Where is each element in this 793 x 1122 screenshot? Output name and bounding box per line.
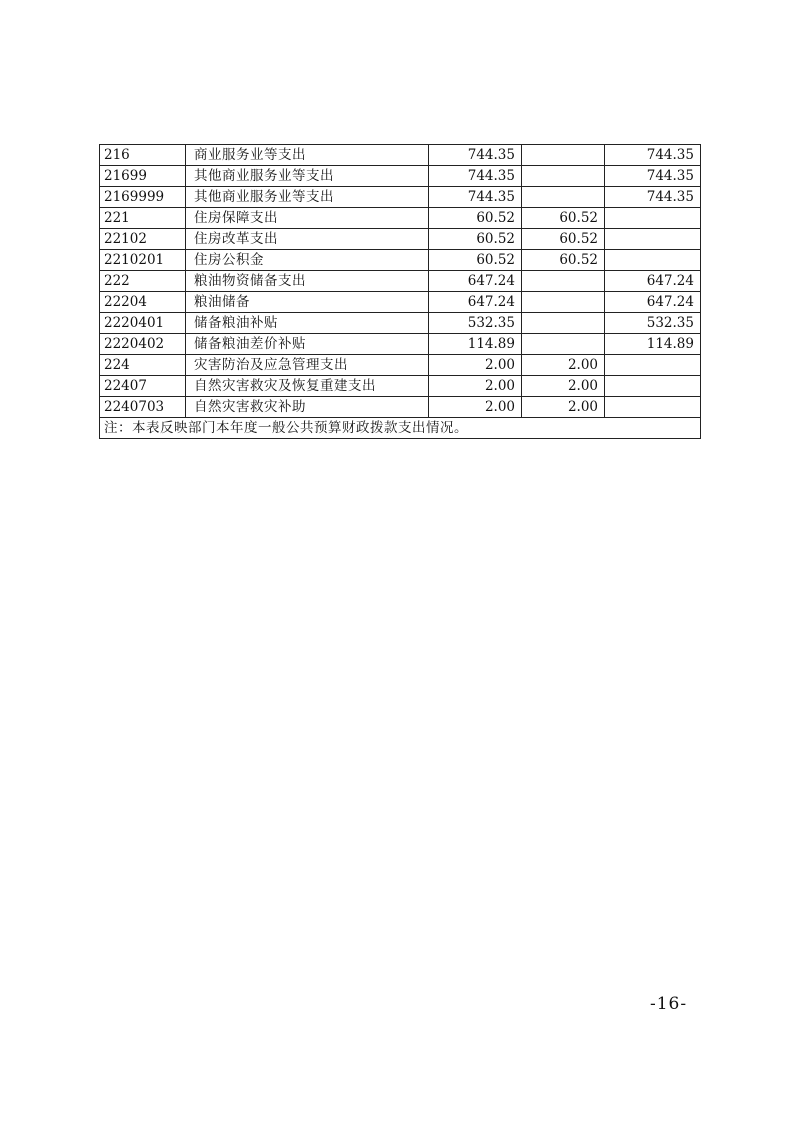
cell-item-name: 其他商业服务业等支出: [186, 187, 429, 208]
cell-code: 222: [100, 271, 186, 292]
cell-basic-expenditure: 2.00: [522, 397, 605, 418]
cell-item-name: 其他商业服务业等支出: [186, 166, 429, 187]
cell-item-name: 灾害防治及应急管理支出: [186, 355, 429, 376]
cell-code: 2220401: [100, 313, 186, 334]
page-number: -16-: [650, 994, 688, 1014]
table-row: [100, 166, 701, 187]
cell-item-name: 住房保障支出: [186, 208, 429, 229]
table-row: [100, 376, 701, 397]
cell-total: 744.35: [429, 145, 522, 166]
cell-project-expenditure: [605, 376, 701, 397]
table-note-row: [100, 418, 701, 439]
cell-project-expenditure: [605, 397, 701, 418]
cell-code: 21699: [100, 166, 186, 187]
cell-code: 2210201: [100, 250, 186, 271]
table-row: [100, 145, 701, 166]
cell-basic-expenditure: 2.00: [522, 355, 605, 376]
cell-total: 60.52: [429, 229, 522, 250]
cell-code: 2240703: [100, 397, 186, 418]
table-row: [100, 334, 701, 355]
cell-project-expenditure: 744.35: [605, 145, 701, 166]
cell-total: 60.52: [429, 208, 522, 229]
cell-project-expenditure: 744.35: [605, 166, 701, 187]
cell-code: 221: [100, 208, 186, 229]
cell-project-expenditure: 647.24: [605, 292, 701, 313]
cell-project-expenditure: 532.35: [605, 313, 701, 334]
table-row: [100, 187, 701, 208]
cell-item-name: 商业服务业等支出: [186, 145, 429, 166]
table-row: [100, 397, 701, 418]
cell-code: 224: [100, 355, 186, 376]
cell-item-name: 住房公积金: [186, 250, 429, 271]
cell-code: 22204: [100, 292, 186, 313]
cell-code: 216: [100, 145, 186, 166]
cell-basic-expenditure: 60.52: [522, 229, 605, 250]
table-note: 注：本表反映部门本年度一般公共预算财政拨款支出情况。: [100, 418, 701, 439]
cell-basic-expenditure: [522, 292, 605, 313]
cell-item-name: 自然灾害救灾补助: [186, 397, 429, 418]
cell-project-expenditure: 114.89: [605, 334, 701, 355]
cell-code: 22407: [100, 376, 186, 397]
cell-basic-expenditure: [522, 313, 605, 334]
expenditure-table: [99, 144, 701, 439]
cell-basic-expenditure: [522, 145, 605, 166]
cell-item-name: 粮油储备: [186, 292, 429, 313]
cell-item-name: 粮油物资储备支出: [186, 271, 429, 292]
cell-total: 2.00: [429, 397, 522, 418]
table-row: [100, 271, 701, 292]
cell-total: 744.35: [429, 187, 522, 208]
table-row: [100, 208, 701, 229]
cell-basic-expenditure: [522, 271, 605, 292]
cell-item-name: 储备粮油差价补贴: [186, 334, 429, 355]
cell-basic-expenditure: 60.52: [522, 250, 605, 271]
cell-item-name: 自然灾害救灾及恢复重建支出: [186, 376, 429, 397]
cell-project-expenditure: 744.35: [605, 187, 701, 208]
table-row: [100, 313, 701, 334]
cell-item-name: 储备粮油补贴: [186, 313, 429, 334]
table-row: [100, 250, 701, 271]
cell-total: 60.52: [429, 250, 522, 271]
cell-project-expenditure: [605, 229, 701, 250]
cell-basic-expenditure: [522, 166, 605, 187]
cell-total: 2.00: [429, 355, 522, 376]
table-row: [100, 292, 701, 313]
cell-basic-expenditure: [522, 187, 605, 208]
cell-basic-expenditure: 60.52: [522, 208, 605, 229]
cell-total: 647.24: [429, 292, 522, 313]
cell-total: 2.00: [429, 376, 522, 397]
cell-total: 744.35: [429, 166, 522, 187]
cell-project-expenditure: [605, 355, 701, 376]
table-row: [100, 355, 701, 376]
cell-code: 2169999: [100, 187, 186, 208]
cell-total: 532.35: [429, 313, 522, 334]
cell-total: 114.89: [429, 334, 522, 355]
cell-basic-expenditure: 2.00: [522, 376, 605, 397]
cell-item-name: 住房改革支出: [186, 229, 429, 250]
cell-project-expenditure: 647.24: [605, 271, 701, 292]
table-row: [100, 229, 701, 250]
table-body: [100, 145, 701, 439]
cell-total: 647.24: [429, 271, 522, 292]
cell-code: 2220402: [100, 334, 186, 355]
cell-code: 22102: [100, 229, 186, 250]
cell-basic-expenditure: [522, 334, 605, 355]
cell-project-expenditure: [605, 208, 701, 229]
cell-project-expenditure: [605, 250, 701, 271]
